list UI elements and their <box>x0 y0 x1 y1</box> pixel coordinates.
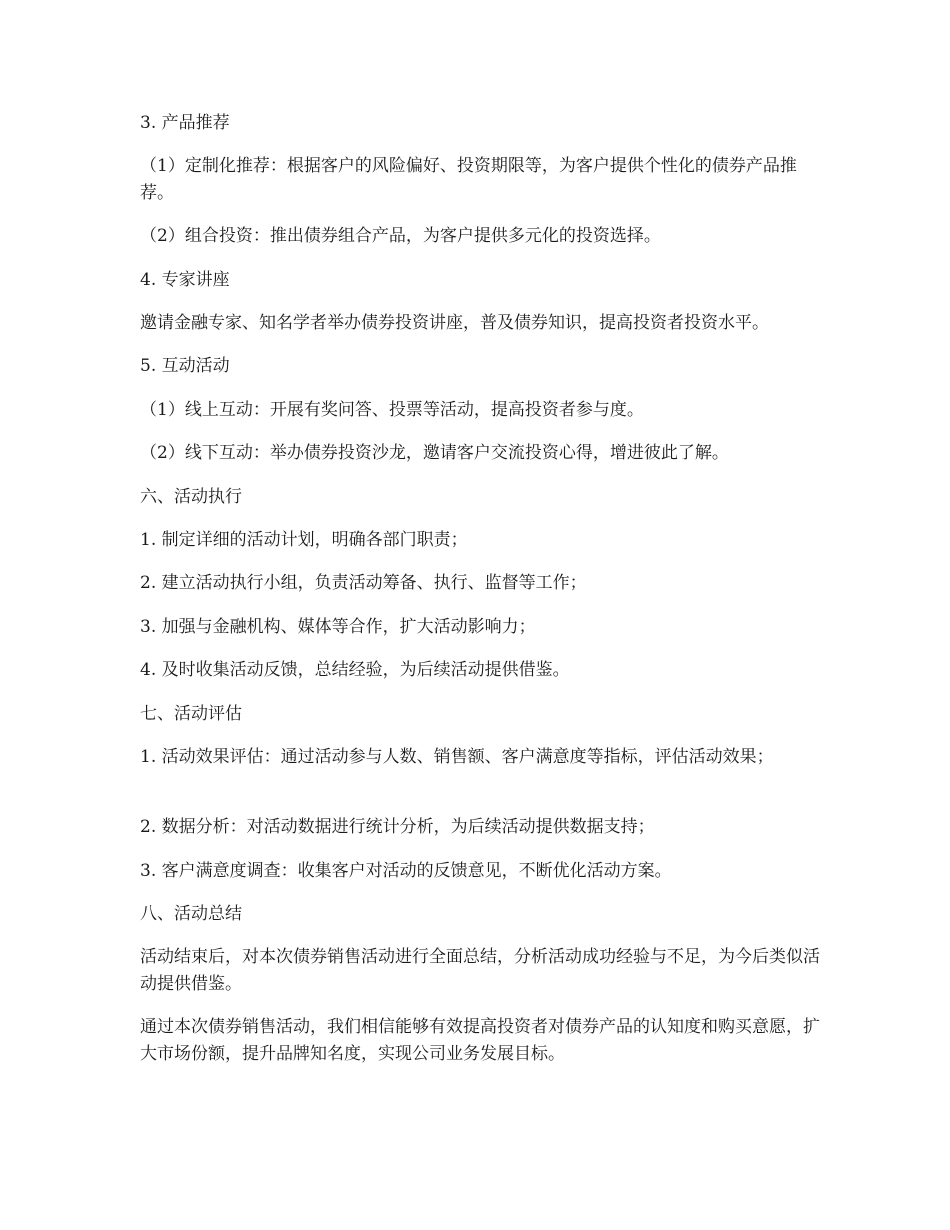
paragraph-portfolio-investment: （2）组合投资：推出债券组合产品，为客户提供多元化的投资选择。 <box>140 226 661 246</box>
paragraph-summary: 活动结束后，对本次债券销售活动进行全面总结，分析活动成功经验与不足，为今后类似活动提供借鉴。 <box>140 947 820 994</box>
paragraph-conclusion: 通过本次债券销售活动，我们相信能够有效提高投资者对债券产品的认知度和购买意愿，扩大市场份额，提升品牌知名度，实现公司业务发展目标。 <box>140 1017 820 1064</box>
paragraph-execution-1: 1. 制定详细的活动计划，明确各部门职责； <box>140 530 468 550</box>
paragraph-execution-4: 4. 及时收集活动反馈，总结经验，为后续活动提供借鉴。 <box>140 660 570 680</box>
paragraph-evaluation-3: 3. 客户满意度调查：收集客户对活动的反馈意见，不断优化活动方案。 <box>140 861 672 881</box>
paragraph-expert-lecture: 邀请金融专家、知名学者举办债券投资讲座，普及债券知识，提高投资者投资水平。 <box>140 313 769 333</box>
paragraph-custom-recommendation: （1）定制化推荐：根据客户的风险偏好、投资期限等，为客户提供个性化的债券产品推荐。 <box>140 156 797 203</box>
paragraph-online-interaction: （1）线上互动：开展有奖问答、投票等活动，提高投资者参与度。 <box>140 400 644 420</box>
section-heading-summary: 八、活动总结 <box>140 904 242 924</box>
paragraph-evaluation-2: 2. 数据分析：对活动数据进行统计分析，为后续活动提供数据支持； <box>140 817 655 837</box>
paragraph-execution-3: 3. 加强与金融机构、媒体等合作，扩大活动影响力； <box>140 617 536 637</box>
paragraph-evaluation-1: 1. 活动效果评估：通过活动参与人数、销售额、客户满意度等指标，评估活动效果； <box>140 747 774 767</box>
section-heading-evaluation: 七、活动评估 <box>140 704 242 724</box>
paragraph-offline-interaction: （2）线下互动：举办债券投资沙龙，邀请客户交流投资心得，增进彼此了解。 <box>140 443 729 463</box>
section-heading-interactive-activities: 5. 互动活动 <box>140 356 230 376</box>
section-heading-product-recommendation: 3. 产品推荐 <box>140 113 230 133</box>
paragraph-execution-2: 2. 建立活动执行小组，负责活动筹备、执行、监督等工作； <box>140 573 587 593</box>
section-heading-execution: 六、活动执行 <box>140 487 242 507</box>
section-heading-expert-lecture: 4. 专家讲座 <box>140 270 230 290</box>
